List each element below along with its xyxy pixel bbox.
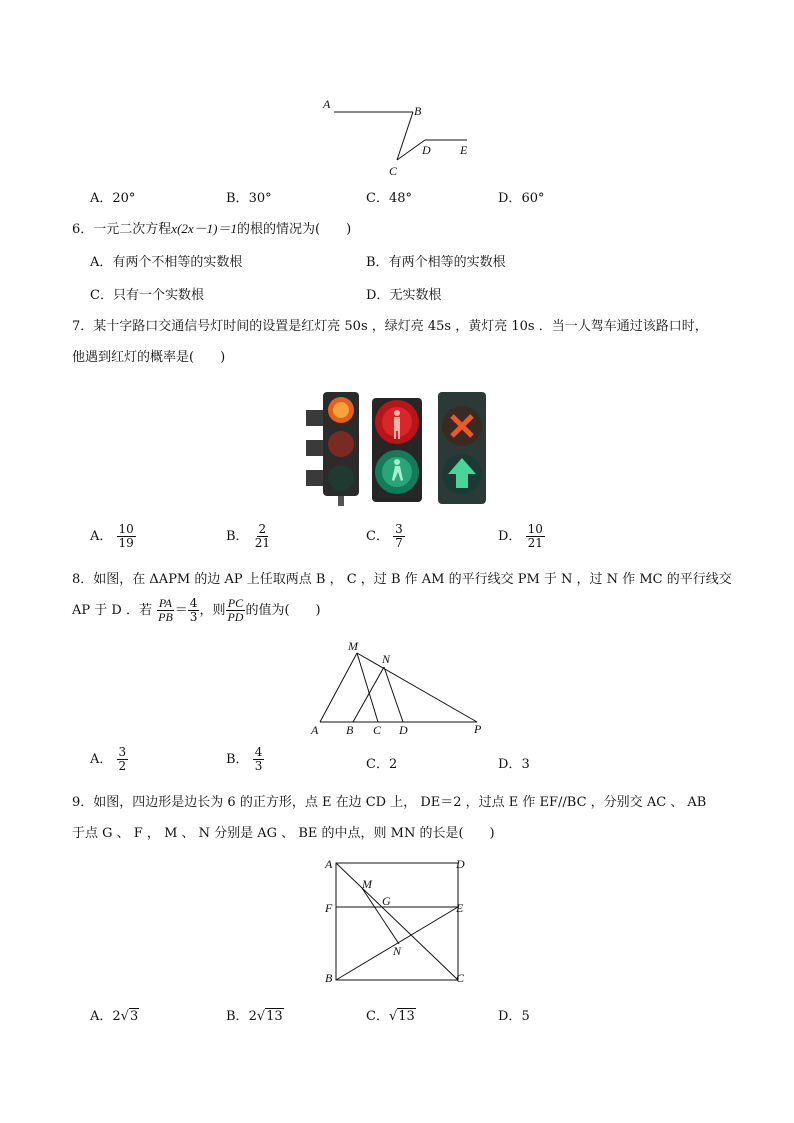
q8-question-line1: 8．如图，在 ΔAPM 的边 AP 上任取两点 B ， C ，过 B 作 AM 的平行线交 PM 于 N ，过 N 作 MC 的平行线交 [72,572,732,587]
q8-fraction-pa-pb: $\frac{PA}{PB}$ [158,596,173,624]
traffic-lights-image [304,388,490,508]
q6-question: 6．一元二次方程x(2x－1)＝1的根的情况为( ) [72,221,352,237]
q9-option-a[interactable]: A．2√3 [90,1009,139,1024]
q8-question-line2: AP 于 D ．若 $\frac{PA}{PB}$ ＝ $\frac{4}{3}$ ，则 $\frac{PC}{PD}$ 的值为( ) [72,596,321,624]
q8-option-a[interactable]: A． $\frac{3}{2}$ [90,745,127,773]
q5-label-c: C [389,164,398,178]
sqrt-sign: √ [120,1009,129,1024]
q9-option-c[interactable]: C．√13 [366,1009,415,1024]
q5-label-a: A [323,97,331,111]
q8-label-m: M [348,639,358,653]
q8-triangle-figure [306,636,492,740]
q5-option-b[interactable]: B．30° [226,191,272,206]
q9-label-b: B [325,971,333,985]
q7-option-a[interactable]: A． $\frac{10}{19}$ [90,522,134,550]
q9-label-a: A [325,857,333,871]
q5-option-d[interactable]: D．60° [498,191,545,206]
q8-label-b: B [346,723,354,737]
q5-option-c[interactable]: C．48° [366,191,412,206]
q9-label-m: M [362,877,372,891]
q8-label-n: N [382,652,391,666]
q6-option-b[interactable]: B．有两个相等的实数根 [366,255,506,270]
q8-option-b[interactable]: B． $\frac{4}{3}$ [226,745,263,773]
q8-label-c: C [373,723,382,737]
q8-fraction-pc-pd: $\frac{PC}{PD}$ [227,596,244,624]
q7-option-b[interactable]: B． $\frac{2}{21}$ [226,522,270,550]
q5-option-a[interactable]: A．20° [90,191,136,206]
sqrt-sign: √ [256,1009,266,1024]
q9-question-line1: 9．如图，四边形是边长为 6 的正方形，点 E 在边 CD 上， DE＝2 ，过点 E 作 EF//BC ，分别交 AC 、 AB [72,795,707,810]
q9-option-d[interactable]: D．5 [498,1009,530,1024]
q9-label-e: E [456,901,464,915]
q9-square-figure [318,852,478,992]
q8-label-p: P [474,722,482,736]
q6-option-a[interactable]: A．有两个不相等的实数根 [90,255,243,270]
q7-question-line1: 7．某十字路口交通信号灯时间的设置是红灯亮 50s ，绿灯亮 45s ，黄灯亮 10s ．当一人驾车通过该路口时， [72,319,708,334]
q7-option-d[interactable]: D． $\frac{10}{21}$ [498,522,543,550]
q5-label-b: B [414,104,422,118]
q8-option-c[interactable]: C．2 [366,757,398,772]
q8-label-a: A [311,723,319,737]
q5-label-e: E [460,143,468,157]
q6-option-c[interactable]: C．只有一个实数根 [90,288,204,303]
q8-label-d: D [399,723,408,737]
q9-option-b[interactable]: B．2√13 [226,1009,283,1024]
q5-label-d: D [422,143,431,157]
q9-label-c: C [456,971,465,985]
q9-question-line2: 于点 G 、 F ， M 、 N 分别是 AG 、 BE 的中点，则 MN 的长是( ) [72,826,495,841]
q9-label-g: G [382,894,391,908]
q8-fraction-4-3: $\frac{4}{3}$ [189,596,198,624]
q9-label-d: D [456,857,465,871]
q9-label-f: F [325,901,333,915]
q7-question-line2: 他遇到红灯的概率是( ) [72,350,226,365]
sqrt-sign: √ [388,1009,398,1024]
q8-option-d[interactable]: D．3 [498,757,530,772]
q6-option-d[interactable]: D．无实数根 [366,288,442,303]
q7-option-c[interactable]: C． $\frac{3}{7}$ [366,522,403,550]
q5-angle-figure [320,95,480,180]
q6-equation: x(2x－1)＝1 [171,221,237,236]
q9-label-n: N [393,944,402,958]
